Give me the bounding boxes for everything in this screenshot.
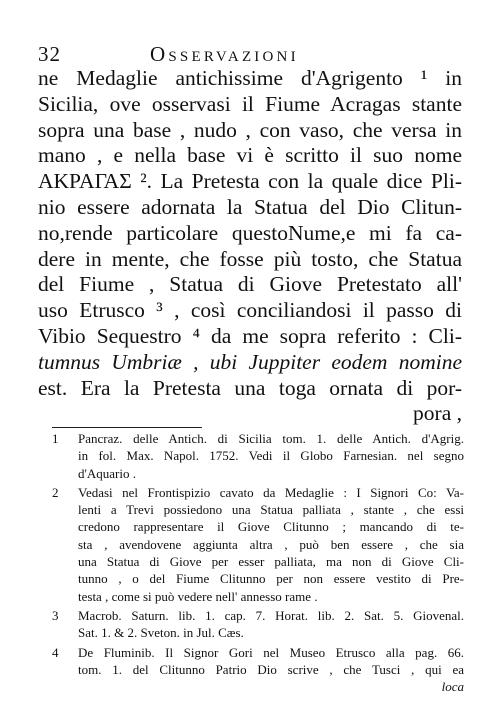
text-line: pora ,	[413, 401, 462, 426]
footnote-number: 3	[52, 607, 59, 623]
footnote	[52, 484, 464, 605]
footnote-line: Vedasi nel Frontispizio cavato da Medaglie : I Signori Co: Va-	[78, 484, 464, 500]
text-line: nio essere adornata la Statua del Dio Clitun-	[38, 194, 462, 219]
footnote-line: tunno , o del Fiume Clitunno per non essere vestito di Pre-	[78, 571, 464, 587]
footnote-line: sta , avendovene aggiunta altra , può ben essere , che sia	[78, 536, 464, 552]
footnote-line: De Fluminib. Il Signor Gori nel Museo Etrusco alla pag. 66.	[78, 644, 464, 660]
footnote-line: Pancraz. delle Antich. di Sicilia tom. 1. delle Antich. d'Agrig.	[78, 431, 464, 446]
footnote	[52, 607, 464, 642]
text-line: tumnus Umbriæ , ubi Juppiter eodem nomine	[38, 349, 462, 374]
footnote-line: tom. 1. del Clitunno Patrio Dio scrive , che Tusci , qui ea	[78, 661, 464, 677]
footnote-line: in fol. Max. Napol. 1752. Vedi il Globo Farnesian. nel segno	[78, 448, 464, 464]
footnote-line: d'Aquario .	[78, 465, 136, 481]
footnote	[52, 644, 464, 696]
text-line: Sicilia, ove osservasi il Fiume Acragas stante	[38, 91, 462, 116]
footnote-line: lenti a Trevi possiedono una Statua palliata , stante , che essi	[78, 502, 464, 518]
page-number: 32	[38, 42, 61, 66]
footnote-line: loca	[441, 679, 464, 695]
running-head: Osservazioni	[150, 42, 299, 66]
footnote-line: una Statua di Giove per esser palliata, ma non di Giove Cli-	[78, 554, 464, 570]
text-line: sopra una base , nudo , con vaso, che versa in	[38, 117, 462, 142]
footnote-number: 1	[52, 431, 59, 446]
footnote-number: 2	[52, 484, 59, 500]
text-line: est. Era la Pretesta una toga ornata di por-	[38, 375, 462, 400]
footnote-rule	[52, 427, 202, 428]
footnotes	[52, 430, 464, 697]
text-line: dere in mente, che fosse più tosto, che Statua	[38, 246, 462, 271]
footnote-line: Macrob. Saturn. lib. 1. cap. 7. Horat. lib. 2. Sat. 5. Giovenal.	[78, 607, 464, 623]
text-line: mano , e nella base vi è scritto il suo nome	[38, 143, 462, 168]
footnote-line: Sat. 1. & 2. Sveton. in Jul. Cæs.	[78, 625, 244, 641]
text-line: no,rende particolare questoNume,e mi fa ca-	[38, 220, 462, 245]
text-line: uso Etrusco ³ , così conciliandosi il passo di	[38, 298, 462, 323]
page-header	[38, 42, 458, 68]
footnote-line: credono rappresentare il Giove Clitunno ; mancando di te-	[78, 519, 464, 535]
footnote-line: testa , come si può vedere nell' annesso rame .	[78, 588, 318, 604]
text-line: ΑΚΡΑΓΑΣ ². La Pretesta con la quale dice Pli-	[38, 169, 462, 194]
footnote	[52, 430, 464, 482]
text-line: del Fiume , Statua di Giove Pretestato all'	[38, 272, 462, 297]
footnote-number: 4	[52, 644, 59, 660]
text-line: ne Medaglie antichissime d'Agrigento ¹ in	[38, 66, 462, 90]
text-line: Vibio Sequestro ⁴ da me sopra referito : Cli-	[38, 323, 462, 348]
main-text	[38, 66, 462, 427]
